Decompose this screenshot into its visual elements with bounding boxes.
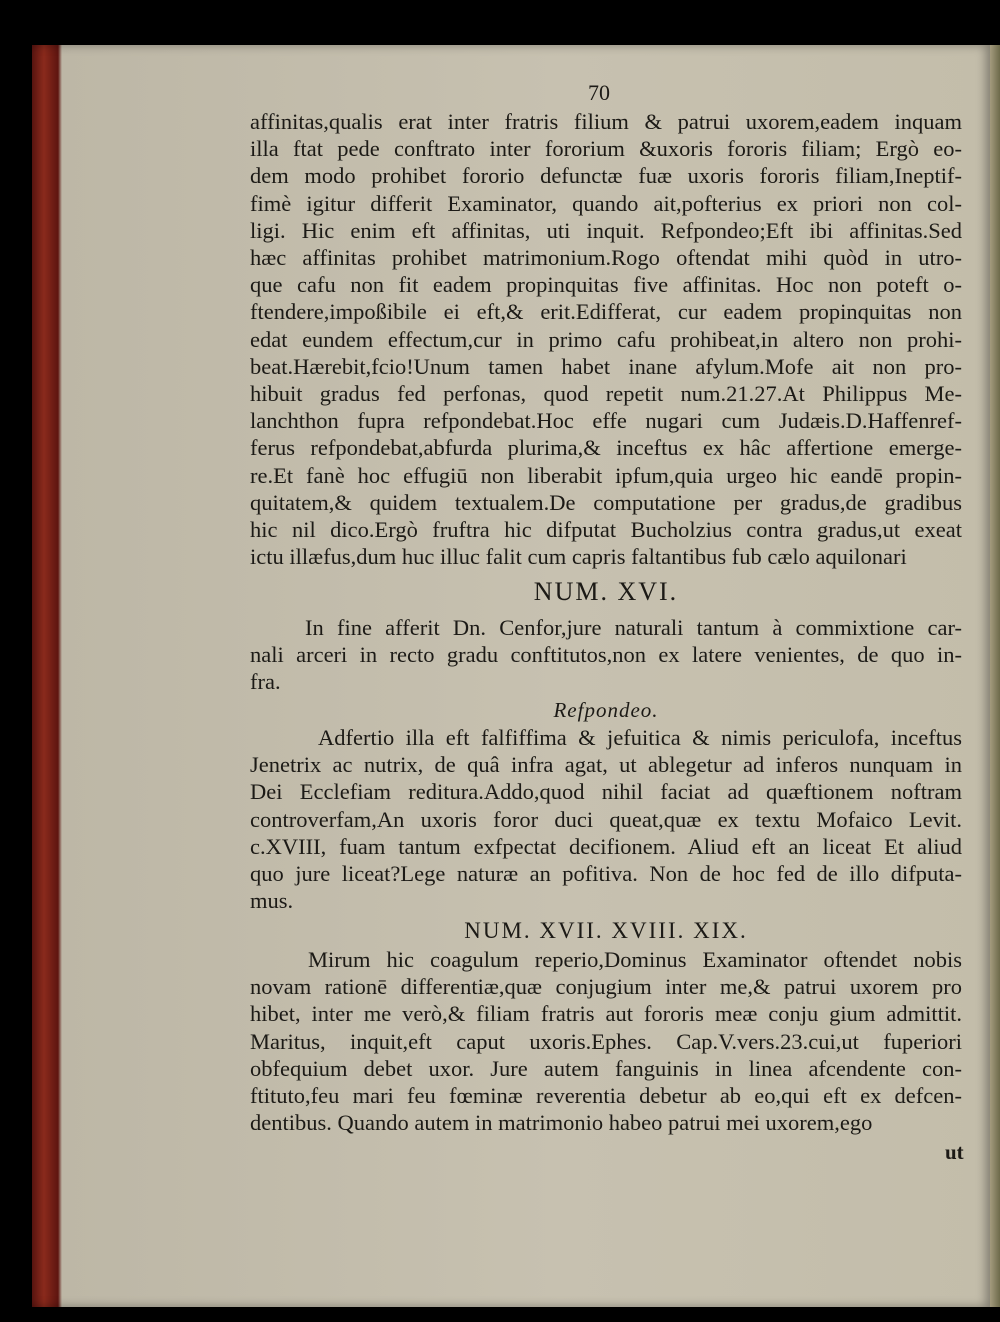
page-number: 70 [588, 80, 610, 105]
text-line: affinitas,qualis erat inter fratris filium & patrui uxorem,eadem inquam [250, 109, 962, 134]
text-line: In fine afferit Dn. Cenfor,jure naturali tantum à commixtione car- [305, 615, 962, 640]
text-line: Jenetrix ac nutrix, de quâ infra agat, ut ablegetur ad inferos nunquam in [250, 752, 962, 778]
text-line: hibet, inter me verò,& filiam fratris aut fororis meæ conju gium admittit. [250, 1001, 962, 1027]
text-line: lanchthon fupra refpondebat.Hoc effe nugari cum Judæis.D.Haffenref- [250, 408, 962, 434]
text-line: mus. [250, 888, 294, 914]
text-line: re.Et fanè hoc effugiū non liberabit ipfum,quia urgeo hic eandē propin- [250, 462, 962, 488]
text-line: c.XVIII, fuam tantum exfpectat decifionem. Aliud eft an liceat Et aliud [250, 833, 962, 859]
text-line: Mirum hic coagulum reperio,Dominus Examinator oftendet nobis [308, 947, 962, 972]
text-line: que cafu non fit eadem propinquitas five affinitas. Hoc non poteft o- [250, 272, 962, 298]
heading-num-xvii-xix: NUM. XVII. XVIII. XIX. [464, 918, 748, 943]
text-line: edat eundem effectum,cur in primo cafu prohibeat,in altero non prohi- [250, 326, 962, 352]
text-line: ftituto,feu mari feu fœminæ reverentia debetur ab eo,qui eft ex defcen- [250, 1083, 962, 1109]
paragraph-1 [250, 108, 962, 570]
text-line: beat.Hærebit,fcio!Unum tamen habet inane afylum.Mofe ait non pro- [250, 353, 962, 379]
text-line: hæc affinitas prohibet matrimonium.Rogo oftendat mihi quòd in utro- [250, 245, 962, 271]
page-edge [990, 45, 1000, 1307]
heading-respondeo: Refpondeo. [553, 698, 659, 722]
text-line: hibuit gradus fed perfonas, quod repetit num.21.27.At Philippus Me- [250, 381, 962, 407]
catchword: ut [945, 1140, 964, 1164]
text-line: nali arceri in recto gradu conftitutos,non ex latere venientes, de quo in- [250, 642, 962, 668]
paragraph-3 [250, 724, 962, 914]
text-line: novam rationē differentiæ,quæ conjugium inter me,& patrui uxorem pro [250, 974, 962, 1000]
text-line: quitatem,& quidem textualem.De computatione per gradus,de gradibus [250, 489, 962, 515]
text-line: Dei Ecclefiam reditura.Addo,quod nihil faciat ad quæftionem noftram [250, 779, 962, 805]
text-line: ftendere,impoßibile ei eft,& erit.Edifferat, cur eadem propinquitas non [250, 299, 962, 325]
text-line: hic nil dico.Ergò fruftra hic difputat Bucholzius contra gradus,ut exeat [250, 517, 962, 543]
text-line: Maritus, inquit,eft caput uxoris.Ephes. Cap.V.vers.23.cui,ut fuperiori [250, 1028, 962, 1054]
paragraph-2 [250, 614, 962, 696]
text-line: dem modo prohibet fororio defunctæ fuæ uxoris fororis filiam,Ineptif- [250, 163, 962, 189]
text-line: obfequium debet uxor. Jure autem fanguinis in linea afcendente con- [250, 1055, 962, 1081]
text-line: ictu illæfus,dum huc illuc falit cum capris faltantibus fub cælo aquilonari [250, 544, 907, 570]
text-line: ligi. Hic enim eft affinitas, uti inquit. Refpondeo;Eft ibi affinitas.Sed [250, 217, 962, 243]
heading-num-xvi: NUM. XVI. [533, 577, 679, 606]
text-line: fimè igitur differit Examinator, quando ait,pofterius ex priori non col- [250, 190, 962, 216]
paragraph-4 [250, 946, 962, 1136]
text-line: dentibus. Quando autem in matrimonio habeo patrui mei uxorem,ego [250, 1110, 873, 1136]
text-line: illa ftat pede conftrato inter fororium &uxoris fororis filiam; Ergò eo- [250, 136, 962, 162]
text-line: ferus refpondebat,abfurda plurima,& inceftus ex hâc affertione emerge- [250, 435, 962, 461]
text-line: quo jure liceat?Lege naturæ an pofitiva. Non de hoc fed de illo difputa- [250, 861, 962, 887]
text-line: Adfertio illa eft falfiffima & jefuitica & nimis periculofa, inceftus [318, 725, 962, 750]
text-line: controverfam,An uxoris foror duci queat,quæ ex textu Mofaico Levit. [250, 806, 962, 832]
text-line: fra. [250, 669, 281, 695]
